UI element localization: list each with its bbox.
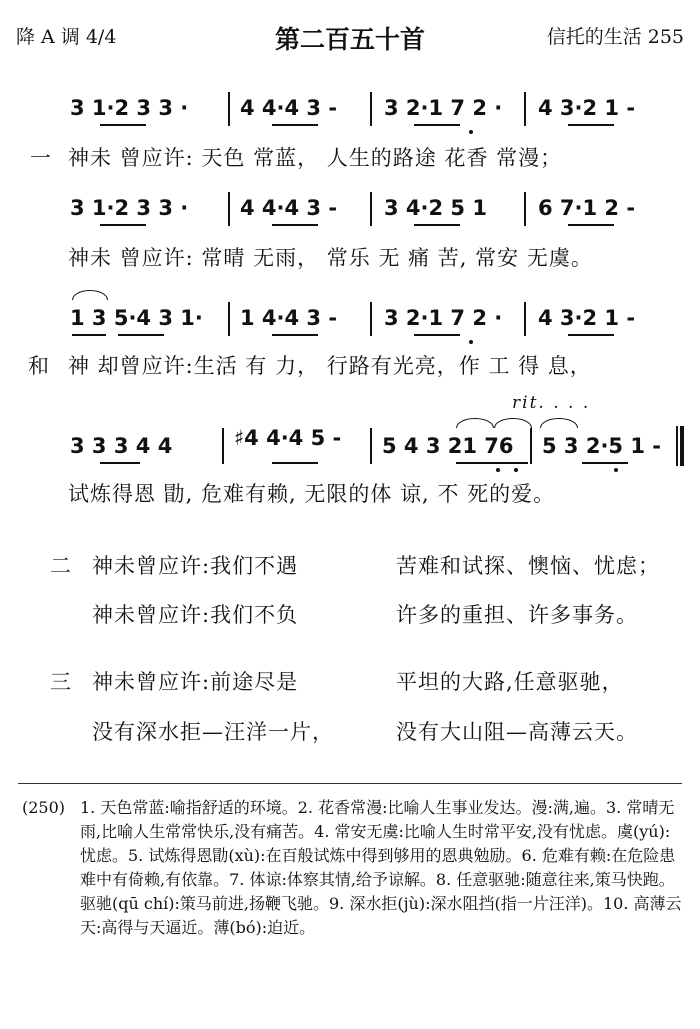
beam-underline xyxy=(568,224,614,226)
footnote-number: (250) xyxy=(22,798,66,817)
bar-line xyxy=(524,302,526,336)
beam-underline xyxy=(100,462,140,464)
bar-line xyxy=(370,192,372,226)
slur-mark xyxy=(456,418,494,428)
footnote-divider xyxy=(18,783,682,784)
verse-line: 平坦的大路,任意驱驰， xyxy=(396,670,624,694)
bar-line xyxy=(530,428,532,464)
slur-mark xyxy=(540,418,578,428)
verse-label: 和 xyxy=(28,354,49,378)
beam-underline xyxy=(272,124,318,126)
lyrics-line-4: 试炼得恩 勖, 危难有赖, 无限的体 谅, 不 死的爱。 xyxy=(68,482,556,506)
beam-underline xyxy=(568,124,614,126)
measure-3-4: 4 3·2 1 - xyxy=(538,306,636,330)
slur-mark xyxy=(72,290,108,300)
beam-underline xyxy=(414,224,460,226)
verse-line: 苦难和试探、懊恼、忧虑； xyxy=(396,554,660,578)
low-octave-dot xyxy=(614,468,618,472)
measure-2-2: 4 4·4 3 - xyxy=(240,196,338,220)
low-octave-dot xyxy=(469,340,473,344)
beam-underline xyxy=(272,224,318,226)
bar-line xyxy=(370,428,372,464)
low-octave-dot xyxy=(469,130,473,134)
bar-line xyxy=(370,92,372,126)
final-bar-thick xyxy=(680,426,684,466)
measure-4-1: 3 3 3 4 4 xyxy=(70,434,173,458)
measure-2-1: 3 1·2 3 3 · xyxy=(70,196,189,220)
bar-line xyxy=(524,92,526,126)
bar-line xyxy=(222,428,224,464)
bar-line xyxy=(370,302,372,336)
measure-3-3: 3 2·1 7 2 · xyxy=(384,306,503,330)
bar-line xyxy=(524,192,526,226)
bar-line xyxy=(228,302,230,336)
beam-underline xyxy=(582,462,628,464)
verse-number: 一 xyxy=(30,146,51,170)
bar-line xyxy=(228,92,230,126)
footnote-text: 1. 天色常蓝:喻指舒适的环境。2. 花香常漫:比喻人生事业发达。漫:满,遍。3. 常晴无雨,比喻人生常常快乐,没有痛苦。4. 常安无虞:比喻人生时常平安,没有忧虑。虞(yú):忧虑。5. 试炼得恩勖(xù):在百般试炼中得到够用的恩典勉励。6. 危难有赖:在危险患难中有倚赖,有依靠。7. 体谅:体察其情,给予谅解。8. 任意驱驰:随意往来,策马快跑。驱驰(qū chí):策马前进,扬鞭飞驰。9. 深水拒(jù):深水阻挡(指一片汪洋)。10. 高薄云天:高得与天逼近。薄(bó):迫近。 xyxy=(80,798,682,937)
bar-line xyxy=(228,192,230,226)
measure-3-2: 1 4·4 3 - xyxy=(240,306,338,330)
beam-underline xyxy=(272,334,318,336)
lyrics-line-3: 神 却曾应许:生活 有 力， 行路有光亮，作 工 得 息， xyxy=(68,354,592,378)
measure-1-4: 4 3·2 1 - xyxy=(538,96,636,120)
measure-2-3: 3 4·2 5 1 xyxy=(384,196,487,220)
beam-underline xyxy=(72,334,106,336)
verse-number: 三 xyxy=(50,670,71,694)
beam-underline xyxy=(272,462,318,464)
measure-4-4: 5 3 2·5 1 - xyxy=(542,434,661,458)
verse-line: 没有深水拒—汪洋一片， xyxy=(92,720,334,744)
measure-4-3: 5 4 3 21 76 xyxy=(382,434,514,458)
slur-mark xyxy=(494,418,532,428)
beam-underline xyxy=(100,224,146,226)
lyrics-line-1: 神未 曾应许: 天色 常蓝， 人生的路途 花香 常漫； xyxy=(68,146,563,170)
page-title: 第二百五十首 xyxy=(274,25,425,54)
footnotes xyxy=(22,796,682,940)
verse-line: 神未曾应许:我们不负 xyxy=(92,603,299,627)
measure-4-2: ♯4 4·4 5 - xyxy=(234,426,342,450)
measure-1-3: 3 2·1 7 2 · xyxy=(384,96,503,120)
final-bar-thin xyxy=(676,426,678,466)
verse-line: 许多的重担、许多事务。 xyxy=(396,603,638,627)
hymn-reference: 信托的生活 255 xyxy=(546,26,684,48)
measure-2-4: 6 7·1 2 - xyxy=(538,196,636,220)
beam-underline xyxy=(456,462,528,464)
verse-number: 二 xyxy=(50,554,71,578)
ritardando-marking: rit. . . . xyxy=(512,393,591,413)
key-signature: 降 A 调 4/4 xyxy=(16,26,117,48)
beam-underline xyxy=(414,124,460,126)
beam-underline xyxy=(568,334,614,336)
measure-1-2: 4 4·4 3 - xyxy=(240,96,338,120)
verse-line: 神未曾应许:前途尽是 xyxy=(92,670,299,694)
beam-underline xyxy=(118,334,164,336)
low-octave-dot xyxy=(514,468,518,472)
low-octave-dot xyxy=(496,468,500,472)
measure-3-1: 1 3 5·4 3 1· xyxy=(70,306,203,330)
verse-line: 没有大山阻—高薄云天。 xyxy=(396,720,638,744)
beam-underline xyxy=(414,334,460,336)
verse-line: 神未曾应许:我们不遇 xyxy=(92,554,299,578)
beam-underline xyxy=(100,124,146,126)
lyrics-line-2: 神未 曾应许: 常晴 无雨， 常乐 无 痛 苦, 常安 无虞。 xyxy=(68,246,593,270)
measure-1-1: 3 1·2 3 3 · xyxy=(70,96,189,120)
